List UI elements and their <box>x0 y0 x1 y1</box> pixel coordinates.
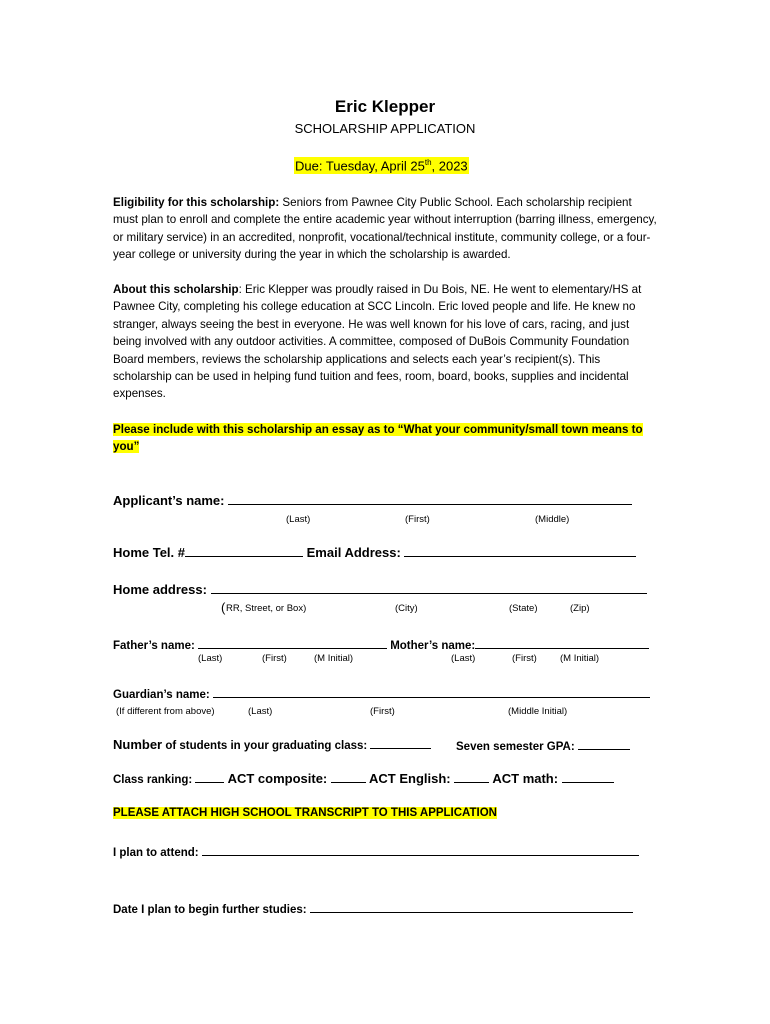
act-english-field[interactable] <box>454 770 489 783</box>
home-address-label: Home address: <box>113 582 211 597</box>
transcript-note <box>113 807 497 819</box>
father-sub-first: (First) <box>262 653 287 664</box>
gpa-label: Seven semester GPA: <box>456 741 578 753</box>
due-date-text: Due: Tuesday, April 25 <box>295 158 425 174</box>
guardian-sub-middle: (Middle Initial) <box>508 706 568 717</box>
due-date <box>294 157 469 174</box>
address-sub-state: (State) <box>509 603 538 614</box>
father-name-field[interactable] <box>198 636 387 649</box>
guardian-sub-note: (If different from above) <box>116 706 215 717</box>
address-sub-city: (City) <box>395 603 418 614</box>
father-sub-initial: (M Initial) <box>314 653 354 664</box>
email-label: Email Address: <box>306 545 405 560</box>
eligibility-paragraph <box>113 194 658 264</box>
mother-name-field[interactable] <box>475 636 649 649</box>
essay-instruction <box>113 421 658 456</box>
class-size-label-lead: Number <box>113 737 163 752</box>
applicant-name-field[interactable] <box>228 492 632 505</box>
mother-name-label: Mother’s name: <box>390 640 476 652</box>
eligibility-text: Seniors from Pawnee City Public School. Each scholarship recipient must plan to enroll and complete the entire academic year without interruption (barring illness, emergency, or military service) in an accredited, nonprofit, vocational/technical institute, community college, or a four-year college or university during the year in which the scholarship is awarded. <box>113 196 657 262</box>
class-rank-label: Class ranking: <box>113 774 196 786</box>
guardian-sub-first: (First) <box>370 706 395 717</box>
mother-sub-first: (First) <box>512 653 537 664</box>
gpa-row <box>456 737 630 753</box>
plan-date-row <box>113 900 633 916</box>
gpa-field[interactable] <box>578 737 630 750</box>
plan-date-field[interactable] <box>310 900 633 913</box>
father-name-label: Father’s name: <box>113 640 198 652</box>
essay-instruction-text: Please include with this scholarship an essay as to “What your community/small town means to you” <box>113 423 643 454</box>
applicant-sub-last: (Last) <box>286 514 311 525</box>
class-size-field[interactable] <box>370 736 431 749</box>
transcript-note-text: PLEASE ATTACH HIGH SCHOOL TRANSCRIPT TO THIS APPLICATION <box>113 807 497 819</box>
mother-sub-initial: (M Initial) <box>560 653 600 664</box>
address-sub-street: RR, Street, or Box) <box>226 603 307 614</box>
father-sub-last: (Last) <box>198 653 223 664</box>
about-text: : Eric Klepper was proudly raised in Du Bois, NE. He went to elementary/HS at Pawnee City, completing his college education at SCC Lincoln. Eric loved people and life. He knew no stranger, always seeing the best in everyone. He was well known for his love of cars, racing, and just being involved with any outdoor activities. A committee, composed of DuBois Community Foundation Board members, reviews the scholarship applications and selects each year’s recipient(s). This scholarship can be used in helping fund tuition and fees, room, board, books, supplies and incidental expenses. <box>113 283 642 401</box>
home-tel-field[interactable] <box>185 544 303 557</box>
act-math-label: ACT math: <box>489 771 562 786</box>
plan-attend-row <box>113 843 639 859</box>
plan-attend-field[interactable] <box>202 843 639 856</box>
applicant-sub-first: (First) <box>405 514 430 525</box>
address-sub-zip: (Zip) <box>570 603 590 614</box>
email-field[interactable] <box>404 544 636 557</box>
plan-date-label: Date I plan to begin further studies: <box>113 904 310 916</box>
document-subtitle: SCHOLARSHIP APPLICATION <box>294 121 476 136</box>
guardian-name-field[interactable] <box>213 685 650 698</box>
eligibility-label: Eligibility for this scholarship: <box>113 196 280 209</box>
applicant-sub-middle: (Middle) <box>535 514 570 525</box>
act-english-label: ACT English: <box>365 771 455 786</box>
applicant-name-label: Applicant’s name: <box>113 493 229 508</box>
due-date-ordinal: th <box>424 158 432 167</box>
due-date-year: , 2023 <box>431 158 468 174</box>
plan-attend-label: I plan to attend: <box>113 847 202 859</box>
act-math-field[interactable] <box>562 770 614 783</box>
document-title: Eric Klepper <box>334 97 436 116</box>
guardian-row <box>113 685 650 701</box>
guardian-name-label: Guardian’s name: <box>113 689 213 701</box>
class-rank-field[interactable] <box>195 770 224 783</box>
parents-row <box>113 636 649 652</box>
act-composite-label: ACT composite: <box>224 771 331 786</box>
class-size-label: of students in your graduating class: <box>162 740 371 752</box>
about-label: About this scholarship <box>113 283 239 296</box>
address-paren: ( <box>221 600 226 615</box>
mother-sub-last: (Last) <box>451 653 476 664</box>
home-address-field[interactable] <box>211 581 647 594</box>
home-tel-label: Home Tel. # <box>113 545 186 560</box>
contact-row <box>113 544 636 560</box>
act-composite-field[interactable] <box>331 770 366 783</box>
guardian-sub-last: (Last) <box>248 706 273 717</box>
home-address-row <box>113 581 647 597</box>
about-paragraph <box>113 281 658 403</box>
scores-row <box>113 770 614 788</box>
applicant-name-row <box>113 492 632 508</box>
class-size-row <box>113 736 431 752</box>
